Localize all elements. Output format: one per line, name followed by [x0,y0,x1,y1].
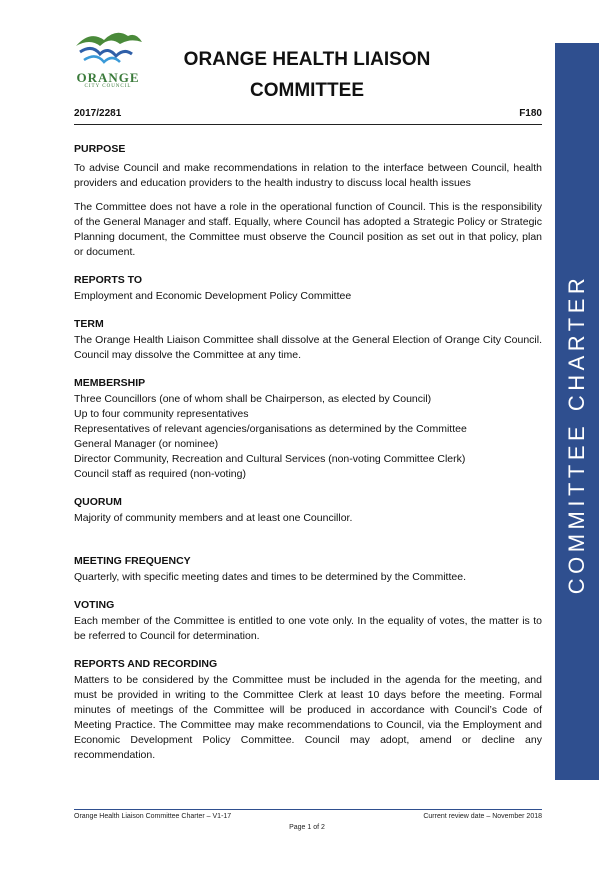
footer-document-title: Orange Health Liaison Committee Charter – V1-17 [74,813,232,820]
list-item: Council staff as required (non-voting) [74,468,246,480]
voting-heading: VOTING [74,599,115,611]
purpose-heading: PURPOSE [74,143,126,155]
voting-body: Each member of the Committee is entitled to one vote only. In the equality of votes, the matter is to be referred to Council for determination. [74,615,542,642]
charter-content [74,142,542,763]
title-line-2: COMMITTEE [250,80,364,101]
membership-heading: MEMBERSHIP [74,377,146,389]
reports-recording-body: Matters to be considered by the Committee must be included in the agenda for the meeting, and must be provided in writing to the Committee Clerk at least 10 days before the meeting. Formal minutes of meetings of the Committee will be produced in accordance with Council’s Code of Meeting Practice. The Committee may make recommendations to Council, via the Employment and Economic Development Policy Committee. Council may adopt, amend or decline any recommendation. [74,674,542,761]
header-divider [74,124,542,125]
list-item: Representatives of relevant agencies/organisations as determined by the Committee [74,423,467,435]
membership-list [74,392,542,482]
reports-to-heading: REPORTS TO [74,274,143,286]
page-title [170,44,444,106]
purpose-lead: To advise Council and make recommendations in relation to the interface between Council, health providers and education providers to the health industry to discuss local health issues [74,162,542,189]
footer-divider [74,809,542,810]
side-banner-text: COMMITTEE CHARTER [564,273,589,595]
list-item: Director Community, Recreation and Cultural Services (non-voting Committee Clerk) [74,453,466,465]
logo-subtitle: CITY COUNCIL [84,84,132,89]
reports-recording-heading: REPORTS AND RECORDING [74,658,218,670]
footer-review-date: Current review date – November 2018 [423,813,542,820]
list-item: General Manager (or nominee) [74,438,219,450]
meeting-frequency-body: Quarterly, with specific meeting dates and times to be determined by the Committee. [74,571,466,583]
reports-to-body: Employment and Economic Development Policy Committee [74,290,352,302]
title-line-1: ORANGE HEALTH LIAISON [183,49,431,70]
document-number: 2017/2281 [74,108,122,119]
list-item: Up to four community representatives [74,408,249,420]
page-number: Page 1 of 2 [289,824,325,831]
term-heading: TERM [74,318,104,330]
list-item: Three Councillors (one of whom shall be Chairperson, as elected by Council) [74,393,432,405]
logo-wordmark: ORANGE [76,70,140,85]
meeting-frequency-heading: MEETING FREQUENCY [74,555,191,567]
quorum-heading: QUORUM [74,496,122,508]
term-body: The Orange Health Liaison Committee shall dissolve at the General Election of Orange City Council. Council may dissolve the Committee at any time. [74,334,542,361]
quorum-body: Majority of community members and at least one Councillor. [74,512,353,524]
file-number: F180 [519,108,542,119]
purpose-body: The Committee does not have a role in the operational function of Council. This is the responsibility of the General Manager and staff. Equally, where Council has adopted a Strategic Policy or Strategic Planning document, the Committee must observe the Council position as set out in that policy, plan or document. [74,201,542,258]
